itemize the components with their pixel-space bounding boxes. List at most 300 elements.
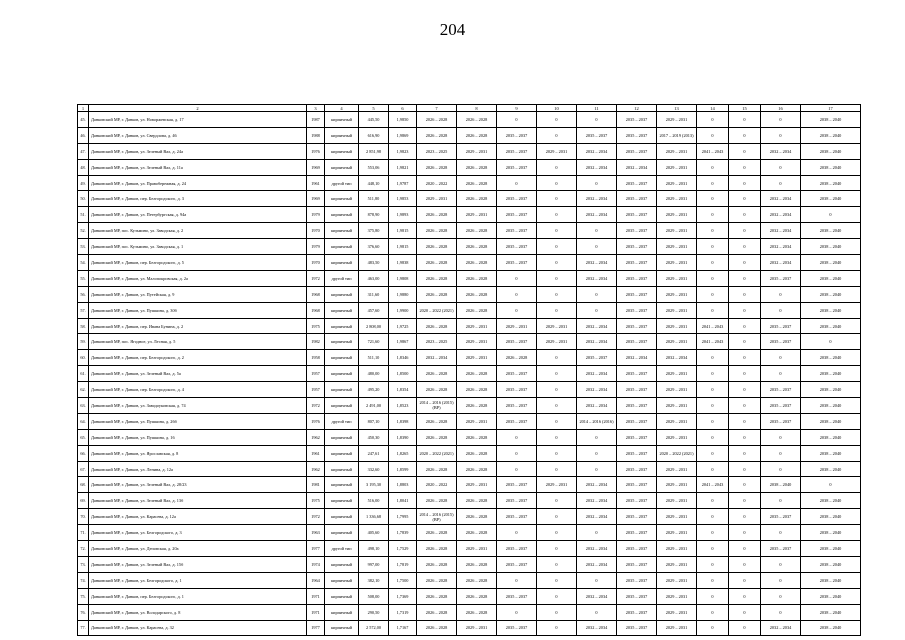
table-cell: 2032 – 2034 [761,255,801,271]
table-cell: 2026 – 2028 [457,366,497,382]
address-cell: Данковский МР, г. Данков, ул. Деповская, д. 20а [89,541,307,557]
table-cell: другой тип [325,413,359,429]
table-cell: 2029 – 2031 [657,334,697,350]
table-cell: 2038 – 2040 [801,112,861,128]
table-cell: кирпичный [325,350,359,366]
table-cell: 1,9850 [389,112,417,128]
table-cell: 2014 – 2016 (2016) [577,413,617,429]
table-cell: кирпичный [325,318,359,334]
table-cell: 71. [78,525,89,541]
table-cell: 2035 – 2037 [617,112,657,128]
table-cell: кирпичный [325,429,359,445]
table-cell: 0 [729,493,761,509]
table-cell: 2038 – 2040 [801,223,861,239]
table-cell: 1,7529 [389,541,417,557]
table-cell: 2032 – 2034 [577,493,617,509]
table-cell: 2029 – 2031 [657,556,697,572]
table-cell: 1,9893 [389,207,417,223]
table-cell: 1969 [307,159,325,175]
table-cell: 2029 – 2031 [657,366,697,382]
table-cell: 0 [697,604,729,620]
table-cell: 1,9815 [389,239,417,255]
table-cell: 0 [729,413,761,429]
table-cell: 2035 – 2037 [617,175,657,191]
table-cell: другой тип [325,541,359,557]
table-cell: 2035 – 2037 [617,461,657,477]
table-cell: 1971 [307,588,325,604]
table-body [78,112,861,636]
table-cell: кирпичный [325,525,359,541]
table-cell: 0 [537,556,577,572]
table-cell: 2029 – 2031 [657,239,697,255]
table-cell: 1957 [307,366,325,382]
table-cell: 2026 – 2028 [417,159,457,175]
address-cell: Данковский МР, г. Данков, ул. Зеленый Вал, д. 5а [89,366,307,382]
table-cell: кирпичный [325,477,359,493]
table-cell: 1,7167 [389,620,417,636]
table-cell: 0 [537,620,577,636]
table-cell: 0 [729,509,761,525]
table-cell: 2038 – 2040 [801,620,861,636]
table-cell: 2035 – 2037 [761,541,801,557]
table-cell: 1962 [307,461,325,477]
table-cell: 0 [697,445,729,461]
table-cell: 0 [697,239,729,255]
table-cell: 1,8346 [389,350,417,366]
table-cell: 2014 – 2016 (2015) (ВР) [417,398,457,414]
table-cell: 2038 – 2040 [801,143,861,159]
table-cell: 0 [697,620,729,636]
table-cell: 1988 [307,127,325,143]
table-cell: 2035 – 2037 [497,207,537,223]
table-cell: 0 [497,525,537,541]
table-cell: 0 [729,191,761,207]
table-cell: 2035 – 2037 [497,143,537,159]
table-row [78,398,861,414]
address-cell: Данковский МР, г. Данков, пер. Белгородского, д. 2 [89,350,307,366]
table-cell: кирпичный [325,334,359,350]
address-cell: Данковский МР, г. Данков, ул. Володарского, д. 8 [89,604,307,620]
table-cell: 2029 – 2031 [657,398,697,414]
table-cell: 76. [78,604,89,620]
table-cell: 2026 – 2028 [417,572,457,588]
table-cell: 0 [697,223,729,239]
table-cell: 64. [78,413,89,429]
table-cell: 2026 – 2028 [417,270,457,286]
table-cell: 1961 [307,445,325,461]
table-cell: 1,9815 [389,223,417,239]
table-cell: 0 [729,572,761,588]
table-cell: 2038 – 2040 [801,493,861,509]
address-cell: Данковский МР, г. Данков, ул. Пушкина, д. 26б [89,413,307,429]
table-cell: кирпичный [325,223,359,239]
table-cell: 2035 – 2037 [497,239,537,255]
table-cell: 2032 – 2034 [657,350,697,366]
table-cell: 2035 – 2037 [617,127,657,143]
table-cell: 2032 – 2034 [761,239,801,255]
table-cell: 2035 – 2037 [497,223,537,239]
table-cell: 70. [78,509,89,525]
table-cell: 1958 [307,350,325,366]
table-cell: 47. [78,143,89,159]
page-number: 204 [439,20,466,39]
table-cell: 2026 – 2028 [457,493,497,509]
table-cell: 2026 – 2028 [457,509,497,525]
table-cell: 2020 – 2022 [417,477,457,493]
address-cell: Данковский МР, г. Данков, пер. Белгородского, д. 3 [89,191,307,207]
table-cell: 1,8041 [389,493,417,509]
table-cell: 0 [761,493,801,509]
table-cell: 1964 [307,572,325,588]
table-cell: 0 [729,223,761,239]
address-cell: Данковский МР, г. Данков, ул. Ленина, д. 12а [89,461,307,477]
table-cell: 60. [78,350,89,366]
table-cell: 54. [78,255,89,271]
table-cell: 2026 – 2028 [457,191,497,207]
table-cell: кирпичный [325,143,359,159]
table-cell: 2032 – 2034 [577,588,617,604]
table-cell: 2026 – 2028 [457,556,497,572]
table-cell: 2026 – 2028 [457,445,497,461]
table-cell: 1970 [307,255,325,271]
table-cell: 1968 [307,302,325,318]
table-cell: 2032 – 2034 [577,318,617,334]
table-cell: 0 [537,350,577,366]
table-cell: 2026 – 2028 [417,604,457,620]
table-cell: 58. [78,318,89,334]
table-cell: 52. [78,223,89,239]
table-cell: 0 [761,350,801,366]
table-cell: 2026 – 2028 [457,239,497,255]
table-cell: 2032 – 2034 [577,541,617,557]
address-cell: Данковский МР, г. Данков, ул. Петербургская, д. 94а [89,207,307,223]
table-cell: 2026 – 2028 [417,255,457,271]
table-cell: 2041 – 2043 [697,143,729,159]
table-cell: 2038 – 2040 [801,588,861,604]
table-cell: 2035 – 2037 [497,493,537,509]
table-cell: 2032 – 2034 [617,159,657,175]
table-cell: 2038 – 2040 [801,398,861,414]
table-cell: кирпичный [325,127,359,143]
table-cell: 2035 – 2037 [617,398,657,414]
table-cell: 0 [729,159,761,175]
table-cell: 56. [78,286,89,302]
table-cell: 0 [537,493,577,509]
table-cell: 0 [577,223,617,239]
table-cell: 448,10 [359,175,389,191]
table-cell: 1,9787 [389,175,417,191]
table-cell: 2026 – 2028 [417,429,457,445]
table-cell: 2029 – 2031 [657,159,697,175]
table-cell: 0 [729,366,761,382]
table-cell: 2029 – 2031 [457,318,497,334]
table-cell: 0 [761,366,801,382]
table-row [78,318,861,334]
table-cell: 2029 – 2031 [657,112,697,128]
table-cell: 450,30 [359,429,389,445]
table-cell: 2032 – 2034 [577,382,617,398]
table-cell: 0 [697,255,729,271]
table-row [78,350,861,366]
table-cell: 1972 [307,398,325,414]
table-cell: 2038 – 2040 [801,413,861,429]
table-cell: 2026 – 2028 [417,541,457,557]
address-cell: Данковский МР, пос. Кузьмино, ул. Заводская, д. 1 [89,239,307,255]
table-cell: 0 [697,525,729,541]
table-row [78,223,861,239]
table-cell: 2026 – 2028 [417,620,457,636]
table-cell: 2035 – 2037 [761,398,801,414]
table-cell: 2026 – 2028 [457,159,497,175]
table-cell: 0 [729,461,761,477]
table-cell: 1,8398 [389,413,417,429]
table-cell: 2026 – 2028 [417,366,457,382]
table-cell: 0 [537,541,577,557]
table-cell: кирпичный [325,112,359,128]
table-cell: 1,8265 [389,445,417,461]
table-cell: 1 336,68 [359,509,389,525]
table-cell: 1,9823 [389,143,417,159]
table-cell: 2038 – 2040 [801,302,861,318]
table-cell: кирпичный [325,493,359,509]
address-cell: Данковский МР, г. Данков, пер. Белгородского, д. 1 [89,588,307,604]
table-cell: 457,60 [359,302,389,318]
table-cell: 2032 – 2034 [761,207,801,223]
table-cell: 68. [78,477,89,493]
table-cell: 75. [78,588,89,604]
table-cell: 2029 – 2031 [657,318,697,334]
table-cell: 0 [729,175,761,191]
table-cell: 2035 – 2037 [617,318,657,334]
table-cell: 2026 – 2028 [457,525,497,541]
table-cell: 0 [497,286,537,302]
table-cell: 2035 – 2037 [497,556,537,572]
table-cell: 2038 – 2040 [801,429,861,445]
table-cell: 2038 – 2040 [801,556,861,572]
table-cell: 0 [801,207,861,223]
table-cell: 0 [761,572,801,588]
column-header: 5 [359,105,389,112]
table-cell: 2023 – 2025 [417,143,457,159]
table-cell: 2029 – 2031 [657,461,697,477]
table-cell: 2035 – 2037 [617,445,657,461]
table-cell: 2035 – 2037 [617,509,657,525]
table-cell: 2035 – 2037 [761,413,801,429]
table-cell: 2029 – 2031 [657,477,697,493]
table-cell: 1976 [307,143,325,159]
table-cell: 2035 – 2037 [617,556,657,572]
table-row [78,525,861,541]
table-cell: 2029 – 2031 [657,509,697,525]
table-cell: 2032 – 2034 [577,191,617,207]
address-cell: Данковский МР, г. Данков, ул. Белгородского, д. 1 [89,572,307,588]
table-cell: 511,10 [359,350,389,366]
table-cell: 2026 – 2028 [457,588,497,604]
table-cell: 48. [78,159,89,175]
table-cell: 376,60 [359,239,389,255]
table-cell: 2029 – 2031 [457,350,497,366]
table-cell: 2020 – 2022 [417,175,457,191]
column-number-row [78,105,861,112]
table-cell: 2032 – 2034 [577,366,617,382]
table-cell: 2035 – 2037 [617,572,657,588]
table-cell: 1977 [307,541,325,557]
address-cell: Данковский МР, г. Данков, ул. Новоржевская, д. 17 [89,112,307,128]
table-cell: 63. [78,398,89,414]
table-cell: 2029 – 2031 [657,525,697,541]
table-cell: 0 [761,588,801,604]
table-cell: 2026 – 2028 [417,223,457,239]
column-header: 7 [417,105,457,112]
table-cell: 0 [537,286,577,302]
table-cell: 0 [729,112,761,128]
table-cell: кирпичный [325,239,359,255]
table-cell: 1,9808 [389,270,417,286]
table-cell: 2038 – 2040 [801,350,861,366]
table-cell: 2029 – 2031 [537,477,577,493]
address-cell: Данковский МР, г. Данков, ул. Малопокровская, д. 2а [89,270,307,286]
table-cell: 2026 – 2028 [457,382,497,398]
table-cell: 2026 – 2028 [417,493,457,509]
table-cell: 0 [729,255,761,271]
table-cell: 2032 – 2034 [577,207,617,223]
table-cell: 0 [729,270,761,286]
table-cell: 0 [729,477,761,493]
table-cell: 483,50 [359,255,389,271]
table-cell: 2032 – 2034 [577,334,617,350]
table-cell: 2026 – 2028 [417,286,457,302]
table-cell: 0 [761,461,801,477]
table-cell: 2032 – 2034 [761,620,801,636]
table-cell: 1957 [307,382,325,398]
table-cell: 2026 – 2028 [417,112,457,128]
table-cell: 2035 – 2037 [761,318,801,334]
table-cell: 0 [537,302,577,318]
table-cell: 2026 – 2028 [457,429,497,445]
table-cell: 0 [761,429,801,445]
address-cell: Данковский МР, г. Данков, ул. Свердлова, д. 46 [89,127,307,143]
table-cell: 1,9880 [389,286,417,302]
address-cell: Данковский МР, г. Данков, ул. Заводоуковская, д. 74 [89,398,307,414]
table-cell: 2035 – 2037 [497,588,537,604]
table-cell: 2032 – 2034 [577,398,617,414]
table-cell: 2041 – 2043 [697,334,729,350]
table-cell: 2029 – 2031 [657,302,697,318]
table-cell: кирпичный [325,588,359,604]
table-cell: 2038 – 2040 [801,541,861,557]
table-cell: 62. [78,382,89,398]
table-cell: 2035 – 2037 [497,620,537,636]
table-cell: 0 [697,350,729,366]
table-cell: 0 [537,159,577,175]
table-cell: 2035 – 2037 [617,525,657,541]
table-cell: 2035 – 2037 [617,477,657,493]
table-cell: 0 [697,509,729,525]
table-cell: 2038 – 2040 [801,382,861,398]
table-cell: 0 [761,286,801,302]
table-cell: 0 [697,588,729,604]
table-cell: 2026 – 2028 [457,175,497,191]
housing-repair-schedule-table [77,104,861,636]
table-row [78,175,861,191]
table-cell: 77. [78,620,89,636]
table-cell: 2017 – 2019 (2013) [657,127,697,143]
table-cell: 0 [729,286,761,302]
table-cell: 1,9838 [389,255,417,271]
table-cell: 2038 – 2040 [801,604,861,620]
table-cell: кирпичный [325,382,359,398]
table-cell: 1,9900 [389,302,417,318]
table-cell: 2035 – 2037 [617,223,657,239]
table-cell: 516,00 [359,493,389,509]
table-cell: 0 [537,382,577,398]
table-cell: 0 [697,207,729,223]
table-row [78,413,861,429]
table-row [78,207,861,223]
table-cell: 1,9869 [389,127,417,143]
table-cell: 0 [729,302,761,318]
table-cell: 2032 – 2034 [577,509,617,525]
table-cell: 0 [761,604,801,620]
table-cell: 2035 – 2037 [617,255,657,271]
table-cell: 0 [697,366,729,382]
table-cell: 0 [761,127,801,143]
table-row [78,445,861,461]
table-cell: 1,9725 [389,318,417,334]
table-cell: 2026 – 2028 [457,604,497,620]
table-cell: 2035 – 2037 [617,604,657,620]
table-row [78,588,861,604]
table-cell: 2035 – 2037 [617,541,657,557]
table-cell: 0 [729,318,761,334]
table-cell: 2026 – 2028 [417,588,457,604]
table-cell: 2035 – 2037 [761,509,801,525]
table-cell: кирпичный [325,445,359,461]
table-cell: 2026 – 2028 [417,382,457,398]
table-cell: 2032 – 2034 [761,143,801,159]
table-cell: 2038 – 2040 [801,318,861,334]
table-cell: 0 [761,302,801,318]
table-cell: 0 [537,572,577,588]
table-cell: 2035 – 2037 [497,382,537,398]
table-row [78,302,861,318]
table-cell: 0 [497,604,537,620]
table-cell: 0 [577,461,617,477]
table-cell: 0 [697,429,729,445]
table-cell: 2 491,00 [359,398,389,414]
table-cell: 2020 – 2022 (2021) [417,445,457,461]
table-cell: 66. [78,445,89,461]
table-cell: 0 [729,429,761,445]
table-cell: 46. [78,127,89,143]
table-cell: 2014 – 2016 (2015) (ВР) [417,509,457,525]
table-cell: 0 [577,525,617,541]
address-cell: Данковский МР, г. Данков, ул. Зеленый Вал, д. 15б [89,556,307,572]
table-cell: 332,60 [359,461,389,477]
address-cell: Данковский МР, г. Данков, ул. Зеленый Вал, д. 13б [89,493,307,509]
table-row [78,493,861,509]
table-cell: 1,8523 [389,398,417,414]
table-cell: 73. [78,556,89,572]
table-cell: 65. [78,429,89,445]
table-cell: 2023 – 2025 [417,334,457,350]
table-cell: 0 [537,112,577,128]
table-cell: 0 [537,191,577,207]
table-cell: 1981 [307,477,325,493]
table-cell: кирпичный [325,286,359,302]
table-cell: 2032 – 2034 [577,255,617,271]
table-cell: 2035 – 2037 [617,191,657,207]
